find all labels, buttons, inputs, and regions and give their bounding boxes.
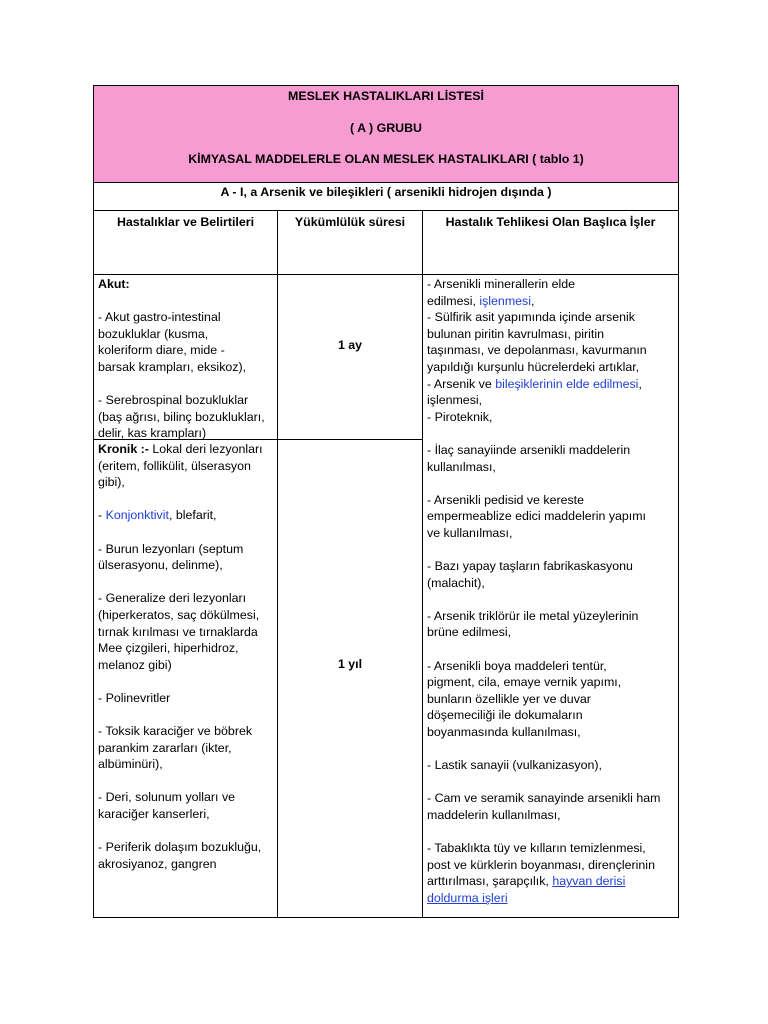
- chronic-line: melanoz gibi): [98, 657, 172, 672]
- works-line: (malachit),: [427, 575, 485, 590]
- occupational-disease-table: [93, 85, 679, 918]
- chronic-symptoms-cell: [98, 441, 276, 872]
- works-line: - Arsenikli boya maddeleri tentür,: [427, 658, 607, 673]
- bilesiklerinin-link[interactable]: bileşiklerinin elde edilmesi: [495, 376, 639, 391]
- chronic-line: - Toksik karaciğer ve böbrek: [98, 724, 253, 739]
- works-line: - Cam ve seramik sanayinde arsenikli ham: [427, 791, 661, 806]
- hazardous-works-cell: [427, 276, 677, 907]
- column-divider: [277, 211, 278, 917]
- acute-item-line: koleriform diare, mide -: [98, 343, 225, 358]
- chronic-line: - Polinevritler: [98, 690, 171, 705]
- works-line: taşınması, ve depolanması, kavurmanın: [427, 343, 647, 358]
- acute-period: 1 ay: [337, 338, 363, 352]
- chronic-line: - Deri, solunum yolları ve: [98, 790, 236, 805]
- chronic-line: Lokal deri lezyonları: [148, 442, 263, 456]
- chronic-line: -: [98, 508, 106, 523]
- works-line: - Tabaklıkta tüy ve kılların temizlenmesi,: [427, 841, 646, 856]
- works-line: maddelerin kullanılması,: [427, 808, 561, 822]
- works-line: - Lastik sanayii (vulkanizasyon),: [427, 758, 602, 773]
- acute-item-line: bozukluklar (kusma,: [98, 326, 209, 341]
- works-line: boyanmasında kullanılması,: [427, 725, 581, 740]
- works-line: - Arsenikli minerallerin elde: [427, 277, 576, 291]
- acute-item-line: barsak krampları, eksikoz),: [98, 359, 247, 374]
- column-header-liability: Yükümlülük süresi: [294, 215, 406, 229]
- chronic-line: - Burun lezyonları (septum: [98, 541, 244, 556]
- acute-item-line: - Akut gastro-intestinal: [98, 310, 221, 325]
- works-line: işlenmesi,: [427, 393, 483, 408]
- works-line: ,: [638, 376, 642, 391]
- column-header-diseases: Hastalıklar ve Belirtileri: [116, 215, 255, 229]
- works-line: post ve kürklerin boyanması, dirençlerinin: [427, 857, 655, 872]
- works-line: arttırılması, şarapçılık,: [427, 874, 553, 889]
- chronic-line: albüminüri),: [98, 757, 163, 772]
- chronic-line: (eritem, follikülit, ülserasyon: [98, 458, 251, 473]
- islenmesi-link[interactable]: işlenmesi: [479, 293, 531, 308]
- group-label: ( A ) GRUBU: [349, 121, 423, 135]
- chronic-line: parankim zararları (ikter,: [98, 740, 232, 755]
- chronic-line: (hiperkeratos, saç dökülmesi,: [98, 607, 260, 622]
- chronic-line: karaciğer kanserleri,: [98, 807, 210, 822]
- chronic-line: Mee çizgileri, hiperhidroz,: [98, 641, 239, 656]
- acute-item-line: - Serebrospinal bozukluklar: [98, 393, 249, 408]
- works-line: yapıldığı kurşunlu hücrelerdeki artıklar,: [427, 359, 640, 374]
- chronic-line: - Periferik dolaşım bozukluğu,: [98, 840, 262, 855]
- acute-symptoms-cell: [98, 276, 276, 442]
- acute-label: Akut:: [98, 277, 130, 291]
- chronic-line: , blefarit,: [168, 508, 217, 523]
- works-line: ve kullanılması,: [427, 525, 513, 540]
- works-line: döşemeciliği ile dokumaların: [427, 708, 583, 723]
- doldurma-isleri-link[interactable]: doldurma işleri: [427, 890, 508, 905]
- chronic-line: tırnak kırılması ve tırnaklarda: [98, 624, 258, 639]
- works-line: - Arsenik ve: [427, 376, 496, 391]
- hayvan-derisi-link[interactable]: hayvan derisi: [552, 874, 626, 889]
- works-line: - Arsenikli pedisid ve kereste: [427, 492, 585, 507]
- works-line: - Piroteknik,: [427, 409, 493, 424]
- works-line: edilmesi,: [427, 293, 480, 308]
- works-line: - Arsenik triklörür ile metal yüzeylerinin: [427, 608, 639, 623]
- column-divider: [422, 211, 423, 917]
- works-line: kullanılması,: [427, 459, 496, 474]
- chronic-line: gibi),: [98, 475, 125, 490]
- works-line: pigment, cila, emaye vernik yapımı,: [427, 675, 622, 690]
- section-title: A - I, a Arsenik ve bileşikleri ( arsenikli hidrojen dışında ): [94, 182, 678, 211]
- chronic-label: Kronik :-: [98, 442, 149, 456]
- table-subtitle: KİMYASAL MADDELERLE OLAN MESLEK HASTALIKLARI ( tablo 1): [188, 152, 584, 166]
- chronic-line: ülserasyonu, delinme),: [98, 558, 223, 573]
- acute-item-line: (baş ağrısı, bilinç bozuklukları,: [98, 409, 265, 424]
- chronic-period: 1 yıl: [337, 657, 363, 671]
- konjonktivit-link[interactable]: Konjonktivit: [105, 508, 169, 523]
- works-line: - İlaç sanayiinde arsenikli maddelerin: [427, 442, 631, 457]
- row-divider: [94, 274, 678, 275]
- works-line: brüne edilmesi,: [427, 625, 512, 640]
- works-line: bulunan piritin kavrulması, piritin: [427, 326, 604, 341]
- page-title: MESLEK HASTALIKLARI LİSTESİ: [288, 89, 484, 103]
- works-line: ,: [531, 293, 535, 308]
- works-line: - Bazı yapay taşların fabrikaskasyonu: [427, 559, 633, 574]
- chronic-line: - Generalize deri lezyonları: [98, 591, 247, 606]
- works-line: bunların özellikle yer ve duvar: [427, 691, 591, 706]
- table-header: [94, 86, 678, 183]
- acute-item-line: delir, kas krampları): [98, 426, 207, 441]
- column-header-works: Hastalık Tehlikesi Olan Başlıca İşler: [445, 215, 656, 229]
- works-line: empermeablize edici maddelerin yapımı: [427, 509, 647, 524]
- works-line: - Sülfirik asit yapımında içinde arsenik: [427, 310, 635, 325]
- chronic-line: akrosiyanoz, gangren: [98, 856, 217, 871]
